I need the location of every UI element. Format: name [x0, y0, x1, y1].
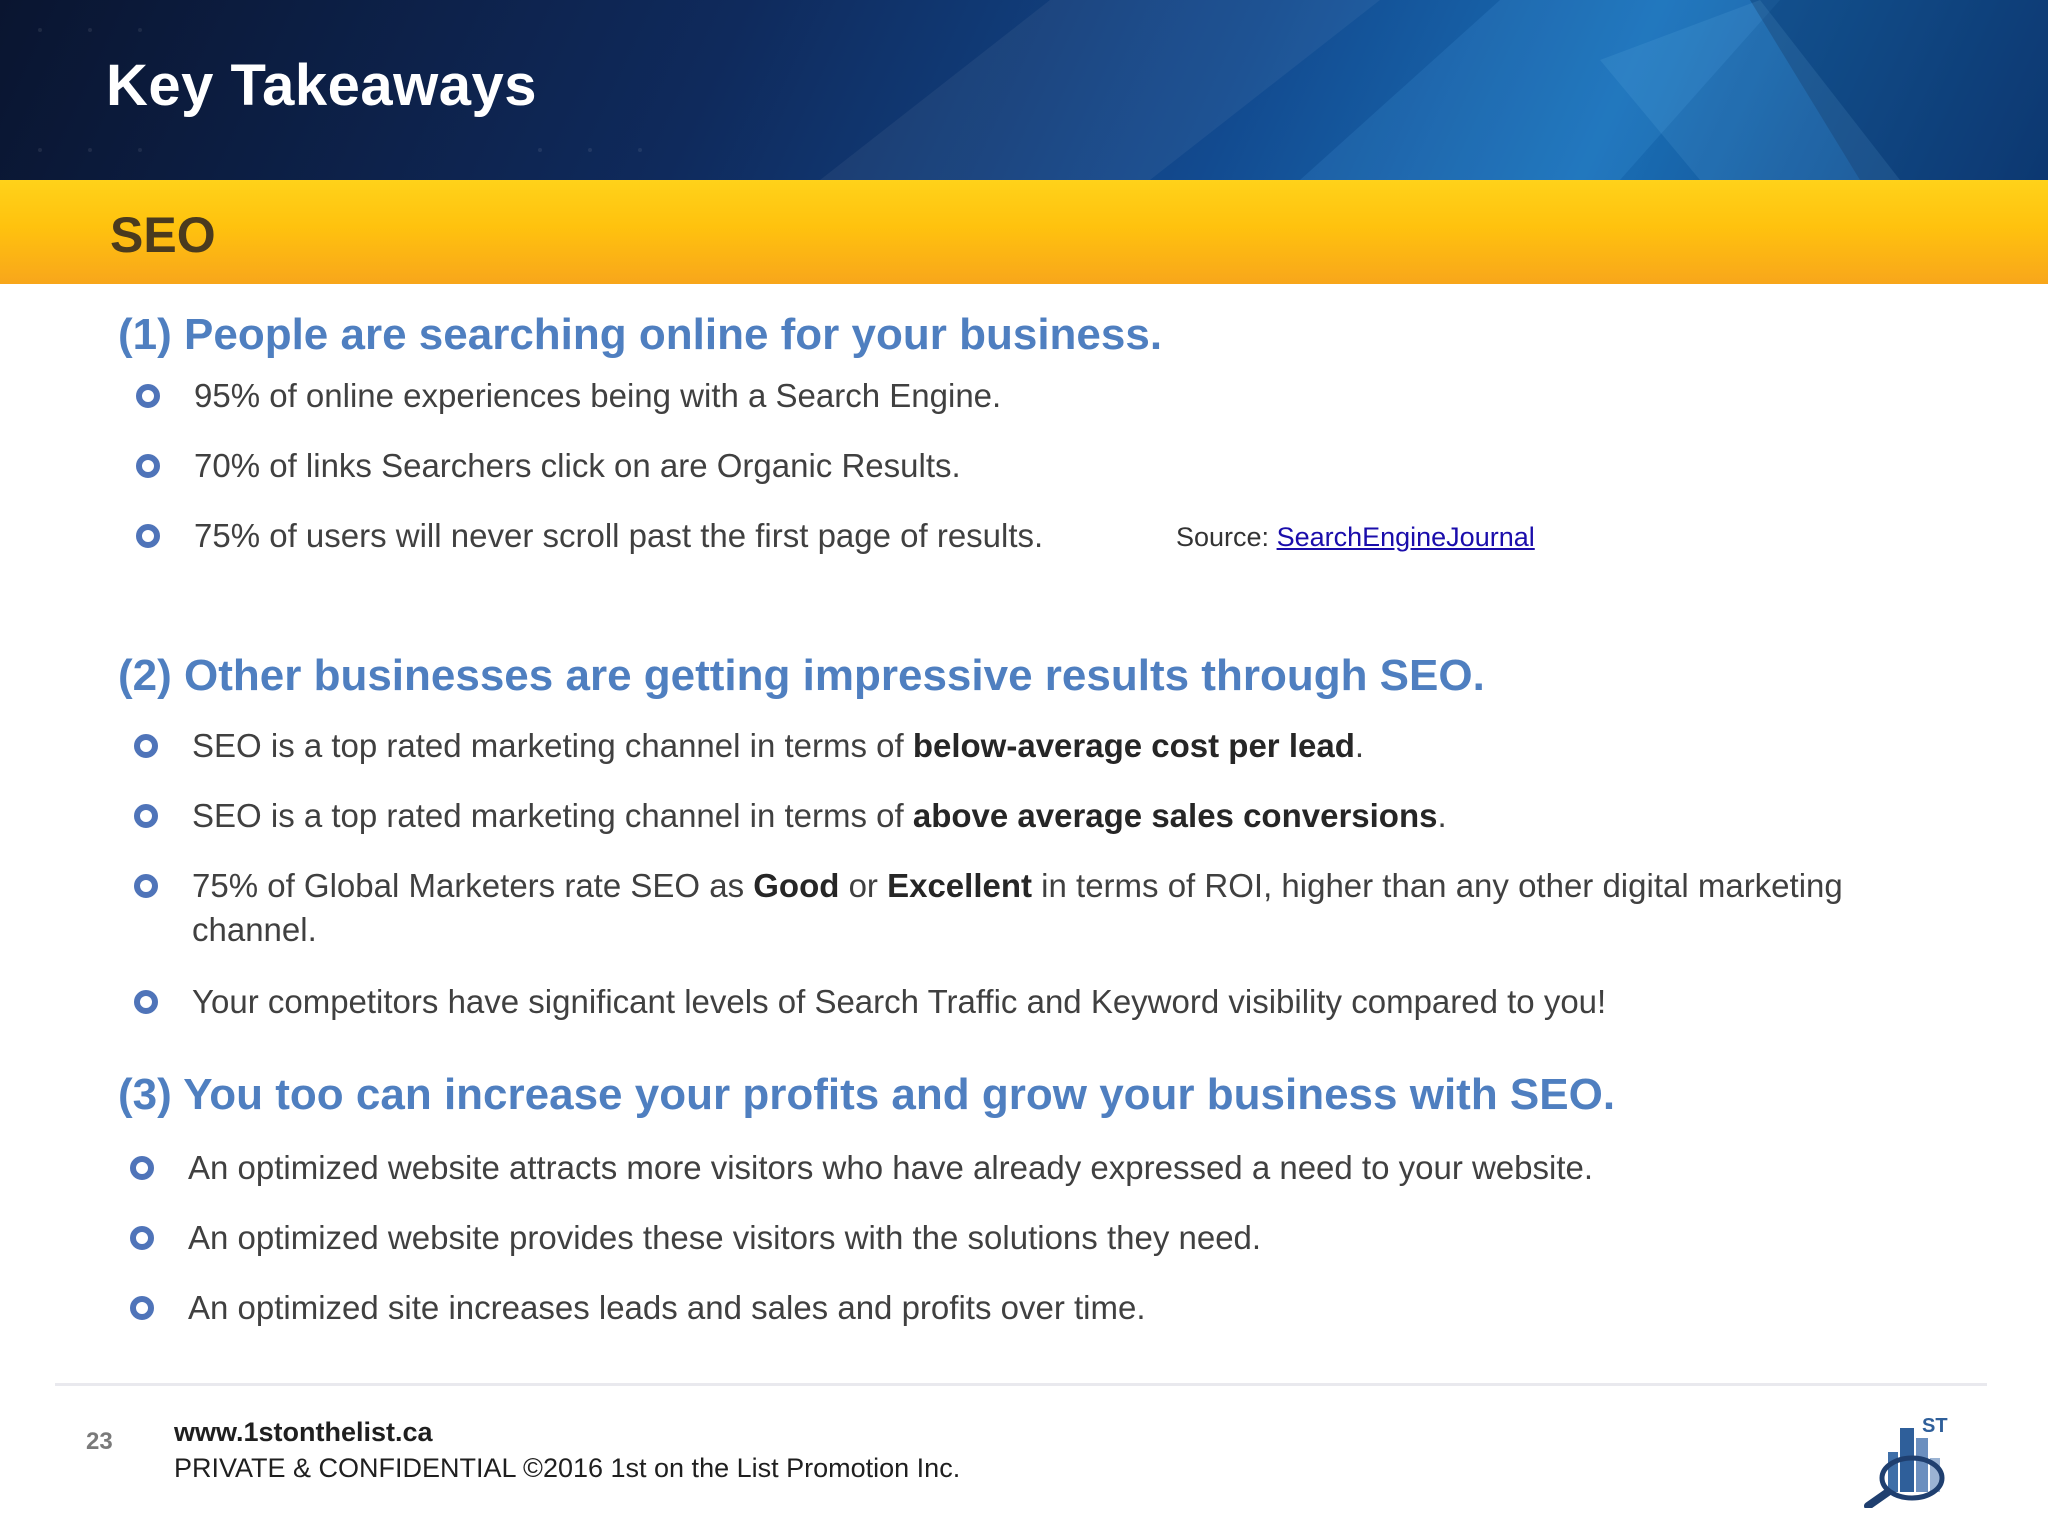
section-3-heading: (3) You too can increase your profits and grow your business with SEO.: [118, 1070, 1616, 1119]
list-item: An optimized website provides these visitors with the solutions they need.: [188, 1216, 1261, 1260]
page-number: 23: [86, 1428, 113, 1455]
footer-website: www.1stonthelist.ca: [174, 1417, 433, 1447]
footer-confidential: PRIVATE & CONFIDENTIAL ©2016 1st on the List Promotion Inc.: [174, 1453, 961, 1483]
list-item: SEO is a top rated marketing channel in terms of below-average cost per lead.: [192, 724, 1364, 768]
bullet-ring-icon: [130, 1156, 154, 1180]
list-item: SEO is a top rated marketing channel in terms of above average sales conversions.: [192, 794, 1447, 838]
bullet-ring-icon: [134, 990, 158, 1014]
source-link[interactable]: SearchEngineJournal: [1276, 522, 1535, 552]
bullet-ring-icon: [134, 874, 158, 898]
list-item: An optimized site increases leads and sales and profits over time.: [188, 1286, 1145, 1330]
header-banner: [0, 0, 2048, 180]
company-logo-icon: [1860, 1408, 1970, 1508]
list-item: 70% of links Searchers click on are Organic Results.: [194, 444, 961, 488]
bullet-ring-icon: [134, 804, 158, 828]
page-title: Key Takeaways: [106, 53, 538, 118]
bullet-ring-icon: [136, 454, 160, 478]
band-subtitle: SEO: [110, 207, 216, 263]
svg-text:ST: ST: [1922, 1415, 1948, 1437]
source-citation: Source: SearchEngineJournal: [1176, 522, 1535, 552]
list-item: 95% of online experiences being with a Search Engine.: [194, 374, 1001, 418]
section-band: [0, 180, 2048, 284]
bullet-ring-icon: [130, 1226, 154, 1250]
list-item: An optimized website attracts more visitors who have already expressed a need to your website.: [188, 1146, 1593, 1190]
footer-divider: [55, 1383, 1987, 1386]
bullet-ring-icon: [130, 1296, 154, 1320]
list-item: 75% of users will never scroll past the first page of results.: [194, 514, 1043, 558]
bullet-ring-icon: [136, 384, 160, 408]
section-1-heading: (1) People are searching online for your business.: [118, 310, 1163, 359]
bullet-ring-icon: [136, 524, 160, 548]
bullet-ring-icon: [134, 734, 158, 758]
list-item: Your competitors have significant levels of Search Traffic and Keyword visibility compared to you!: [192, 980, 1606, 1024]
list-item: 75% of Global Marketers rate SEO as Good or Excellent in terms of ROI, higher than any other digital marketing channel.: [192, 864, 1912, 952]
section-2-heading: (2) Other businesses are getting impressive results through SEO.: [118, 651, 1485, 700]
